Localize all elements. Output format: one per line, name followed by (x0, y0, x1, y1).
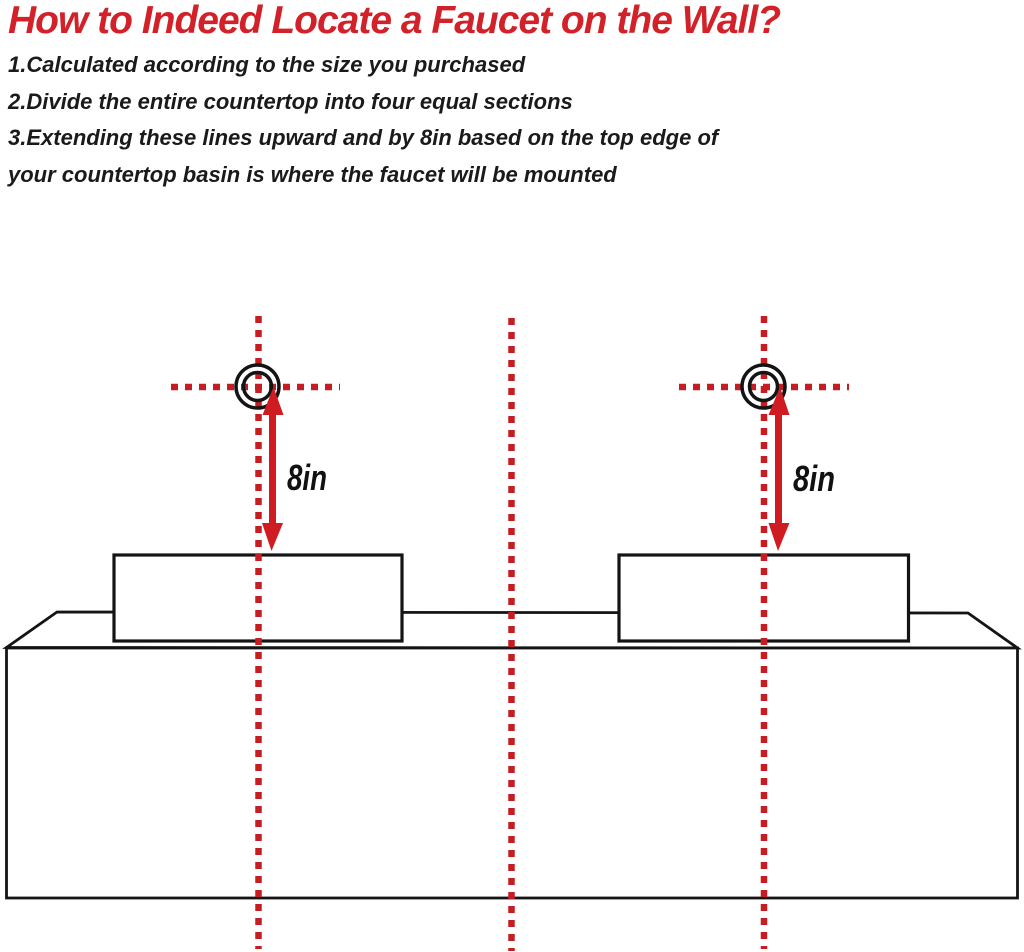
instructions-list (8, 47, 848, 193)
instruction-step-3-line-2: your countertop basin is where the faucet will be mounted (8, 161, 617, 187)
instruction-step-2: 2.Divide the entire countertop into four equal sections (8, 88, 573, 114)
instruction-step-1: 1.Calculated according to the size you purchased (8, 52, 526, 77)
right-dimension-label: 8in (793, 458, 835, 499)
right-arrow-up-head (769, 387, 790, 415)
left-dimension-label: 8in (287, 457, 327, 498)
instruction-step-3-line-1: 3.Extending these lines upward and by 8in based on the top edge of (8, 125, 719, 151)
right-arrow-down-head (769, 523, 790, 551)
right-dimension-arrow-icon (769, 387, 790, 551)
left-dimension-arrow-icon (262, 387, 284, 551)
left-arrow-up-head (263, 387, 284, 415)
left-arrow-down-head (262, 523, 283, 551)
page-title: How to Indeed Locate a Faucet on the Wall? (8, 0, 781, 42)
